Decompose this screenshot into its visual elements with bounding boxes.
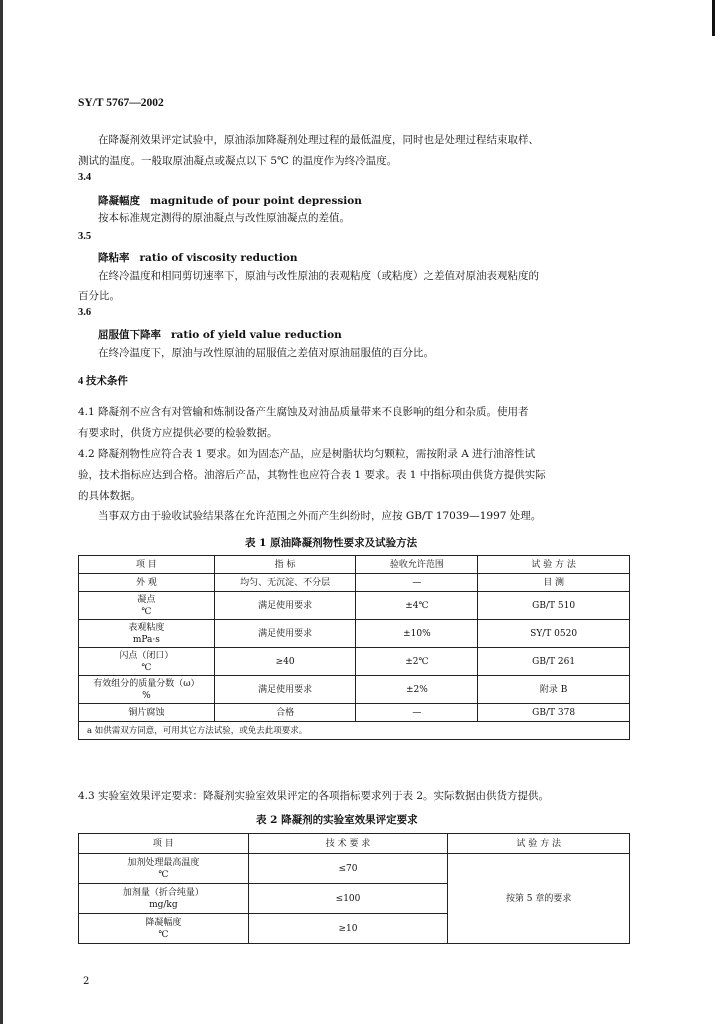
table-header-cell: 试 验 方 法 [478,556,630,574]
table-cell-range: ±2℃ [356,648,478,676]
table-cell-spec: 均匀、无沉淀、不分层 [214,574,356,592]
table-row [79,704,630,722]
table-footnote: a 如供需双方同意，可用其它方法试验，或免去此项要求。 [79,722,630,740]
standard-number: SY/T 5767—2002 [78,97,164,109]
term-en: magnitude of pour point depression [150,195,362,207]
table-cell-spec: 满足使用要求 [214,592,356,620]
table-header-cell: 试 验 方 法 [448,834,630,854]
table-caption: 表 2 降凝剂的实验室效果评定要求 [256,814,418,826]
table-header-cell: 验收允许范围 [356,556,478,574]
paragraph-line: 当事双方由于验收试验结果落在允许范围之外而产生纠纷时，应按 GB/T 17039—1997 处理。 [98,510,542,522]
table-header-row [79,834,630,854]
definition: 按本标准规定测得的原油凝点与改性原油凝点的差值。 [98,212,350,224]
table-row [79,574,630,592]
table-cell-spec: ≥10 [248,914,448,944]
table-header-cell: 项 目 [79,556,215,574]
definition: 百分比。 [78,290,120,302]
table-cell-item: 凝点 ℃ [79,592,215,620]
paragraph-line: 4.1 降凝剂不应含有对管输和炼制设备产生腐蚀及对油品质量带来不良影响的组分和杂质。使用者 [78,406,529,418]
definition: 在终冷温度和相同剪切速率下，原油与改性原油的表观粘度（或粘度）之差值对原油表观粘度的 [98,270,539,282]
table-header-cell: 指 标 [214,556,356,574]
term-entry [98,327,342,342]
term-en: ratio of viscosity reduction [139,252,298,264]
scan-edge-right [712,0,715,36]
table-cell-method: GB/T 378 [478,704,630,722]
table-row [79,592,630,620]
paragraph-line: 的具体数据。 [78,490,141,502]
paragraph-line: 在降凝剂效果评定试验中，原油添加降凝剂处理过程的最低温度，同时也是处理过程结束取样、 [98,134,539,146]
table-cell-method: 目 测 [478,574,630,592]
table-cell-item: 表观粘度 mPa·s [79,620,215,648]
table-cell-spec: 满足使用要求 [214,620,356,648]
table-cell-item: 有效组分的质量分数（ω） % [79,676,215,704]
definition: 在终冷温度下，原油与改性原油的屈服值之差值对原油屈服值的百分比。 [98,347,434,359]
table-cell-method: 附录 B [478,676,630,704]
table-cell-item: 闪点（闭口） ℃ [79,648,215,676]
table-header-row [79,556,630,574]
paragraph-line: 验，技术指标应达到合格。油溶后产品，其物性也应符合表 1 要求。表 1 中指标项由供货方提供实际 [78,469,546,481]
table-caption: 表 1 原油降凝剂物性要求及试验方法 [245,537,418,549]
table-cell-range: — [356,704,478,722]
table-cell-range: ±2% [356,676,478,704]
clause-number: 3.6 [78,307,92,318]
table-cell-spec: 满足使用要求 [214,676,356,704]
table-cell-item: 外 观 [79,574,215,592]
table-footnote-row [79,722,630,740]
term-cn: 降凝幅度 [98,195,140,207]
table-lab-requirements [78,833,630,944]
table-cell-item: 加剂量（折合纯量） mg/kg [79,884,249,914]
table-row [79,620,630,648]
table-row [79,676,630,704]
table-row [79,854,630,884]
term-entry [98,250,298,265]
term-en: ratio of yield value reduction [171,329,342,341]
table-row [79,648,630,676]
scan-edge-left [0,0,3,1024]
table-properties [78,555,630,740]
table-cell-item: 加剂处理最高温度 ℃ [79,854,249,884]
table-cell-item: 铜片腐蚀 [79,704,215,722]
table-cell-range: — [356,574,478,592]
clause-number: 3.5 [78,231,92,242]
table-cell-method: 按第 5 章的要求 [448,854,630,944]
table-cell-method: GB/T 261 [478,648,630,676]
table-cell-range: ±4℃ [356,592,478,620]
clause-number: 3.4 [78,172,92,183]
paragraph-line: 测试的温度。一般取原油凝点或凝点以下 5℃ 的温度作为终冷温度。 [78,155,398,167]
table-cell-method: GB/T 510 [478,592,630,620]
table-cell-range: ±10% [356,620,478,648]
table-cell-method: SY/T 0520 [478,620,630,648]
paragraph-line: 有要求时，供货方应提供必要的检验数据。 [78,427,278,439]
term-cn: 屈服值下降率 [98,329,161,341]
term-entry [98,193,362,208]
table-cell-spec: ≤100 [248,884,448,914]
paragraph-line: 4.3 实验室效果评定要求：降凝剂实验室效果评定的各项指标要求列于表 2。实际数据由供货方提供。 [78,790,550,802]
table-header-cell: 项 目 [79,834,249,854]
page-number: 2 [83,976,90,987]
paragraph-line: 4.2 降凝剂物性应符合表 1 要求。如为固态产品，应是树脂状均匀颗粒，需按附录 A 进行油溶性试 [78,448,536,460]
table-cell-spec: ≥40 [214,648,356,676]
table-header-cell: 技 术 要 求 [248,834,448,854]
table-cell-spec: 合格 [214,704,356,722]
table-cell-spec: ≤70 [248,854,448,884]
section-heading: 4 技术条件 [78,376,128,387]
term-cn: 降粘率 [98,252,130,264]
table-cell-item: 降凝幅度 ℃ [79,914,249,944]
